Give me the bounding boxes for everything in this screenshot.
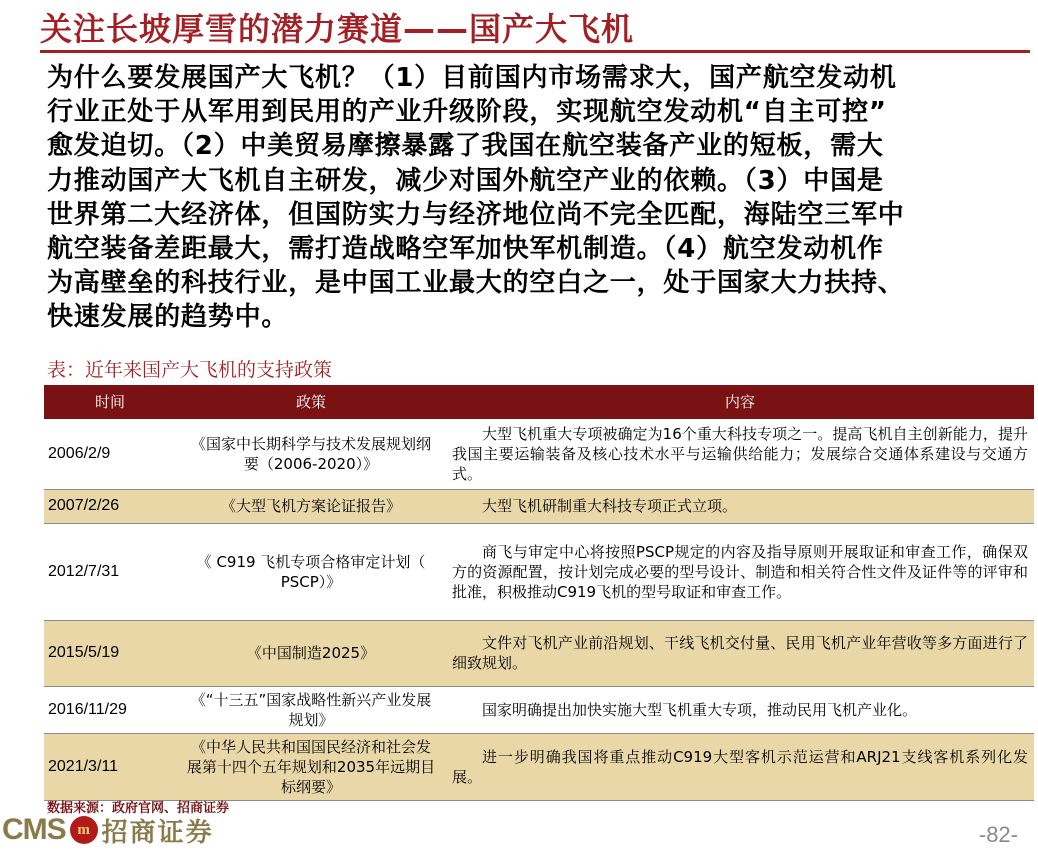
intro-line: 愈发迫切。（2）中美贸易摩擦暴露了我国在航空装备产业的短板，需大 bbox=[47, 131, 884, 162]
header-policy: 政策 bbox=[176, 385, 446, 419]
intro-line: 航空装备差距最大，需打造战略空军加快军机制造。（4）航空发动机作 bbox=[47, 234, 884, 265]
cell-date: 2016/11/29 bbox=[44, 686, 176, 733]
table-row bbox=[44, 686, 1034, 733]
table-header-row bbox=[44, 385, 1034, 419]
cell-policy: 《大型飞机方案论证报告》 bbox=[176, 489, 446, 523]
data-source-note: 数据来源：政府官网、招商证券 bbox=[47, 801, 230, 816]
intro-paragraph bbox=[47, 61, 1022, 335]
intro-line: 世界第二大经济体，但国防实力与经济地位尚不完全匹配，海陆空三军中 bbox=[47, 199, 905, 230]
logo-badge-icon bbox=[70, 816, 98, 844]
policy-table bbox=[44, 385, 1034, 801]
logo-chinese: 招商证券 bbox=[101, 817, 214, 848]
cell-content: 大型飞机重大专项被确定为16个重大科技专项之一。提高飞机自主创新能力，提升我国主要运输装备及核心技术水平与运输供给能力；发展综合交通体系建设与交通方式。 bbox=[446, 419, 1034, 489]
cell-date: 2007/2/26 bbox=[44, 489, 176, 523]
cms-logo bbox=[2, 812, 214, 848]
cell-policy: 《中华人民共和国国民经济和社会发展第十四个五年规划和2035年远期目标纲要》 bbox=[176, 733, 446, 800]
header-content: 内容 bbox=[446, 385, 1034, 419]
intro-line: 行业正处于从军用到民用的产业升级阶段，实现航空发动机“自主可控” bbox=[47, 97, 887, 128]
intro-line: 为什么要发展国产大飞机？（1）目前国内市场需求大，国产航空发动机 bbox=[47, 63, 897, 93]
cell-date: 2006/2/9 bbox=[44, 419, 176, 489]
cell-policy: 《中国制造2025》 bbox=[176, 620, 446, 686]
cell-date: 2015/5/19 bbox=[44, 620, 176, 686]
table-row bbox=[44, 620, 1034, 686]
intro-line: 快速发展的趋势中。 bbox=[47, 302, 289, 333]
cell-policy: 《“十三五”国家战略性新兴产业发展规划》 bbox=[176, 686, 446, 733]
cell-date: 2012/7/31 bbox=[44, 523, 176, 620]
cell-policy: 《 C919 飞机专项合格审定计划（ PSCP）》 bbox=[176, 523, 446, 620]
cell-content: 商飞与审定中心将按照PSCP规定的内容及指导原则开展取证和审查工作，确保双方的资源配置，按计划完成必要的型号设计、制造和相关符合性文件及证件等的评审和批准，积极推动C919飞机的型号取证和审查工作。 bbox=[446, 523, 1034, 620]
logo-latin: CMS bbox=[2, 813, 66, 846]
cell-content: 进一步明确我国将重点推动C919大型客机示范运营和ARJ21支线客机系列化发展。 bbox=[446, 733, 1034, 800]
cell-policy: 《国家中长期科学与技术发展规划纲要（2006-2020）》 bbox=[176, 419, 446, 489]
cell-content: 文件对飞机产业前沿规划、干线飞机交付量、民用飞机产业年营收等多方面进行了细致规划。 bbox=[446, 620, 1034, 686]
cell-date: 2021/3/11 bbox=[44, 733, 176, 800]
table-caption: 表：近年来国产大飞机的支持政策 bbox=[47, 359, 333, 381]
logo-badge-glyph: m bbox=[77, 821, 90, 838]
table-row bbox=[44, 419, 1034, 489]
table-row bbox=[44, 489, 1034, 523]
cell-content: 国家明确提出加快实施大型飞机重大专项，推动民用飞机产业化。 bbox=[446, 686, 1034, 733]
header-date: 时间 bbox=[44, 385, 176, 419]
title-divider bbox=[40, 50, 1030, 53]
table-row bbox=[44, 523, 1034, 620]
cell-content: 大型飞机研制重大科技专项正式立项。 bbox=[446, 489, 1034, 523]
table-row bbox=[44, 733, 1034, 800]
intro-line: 为高壁垒的科技行业，是中国工业最大的空白之一，处于国家大力扶持、 bbox=[47, 268, 905, 299]
page-title: 关注长坡厚雪的潜力赛道——国产大飞机 bbox=[40, 10, 635, 48]
intro-line: 力推动国产大飞机自主研发，减少对国外航空产业的依赖。（3）中国是 bbox=[47, 165, 884, 196]
page-number: -82- bbox=[978, 822, 1018, 847]
